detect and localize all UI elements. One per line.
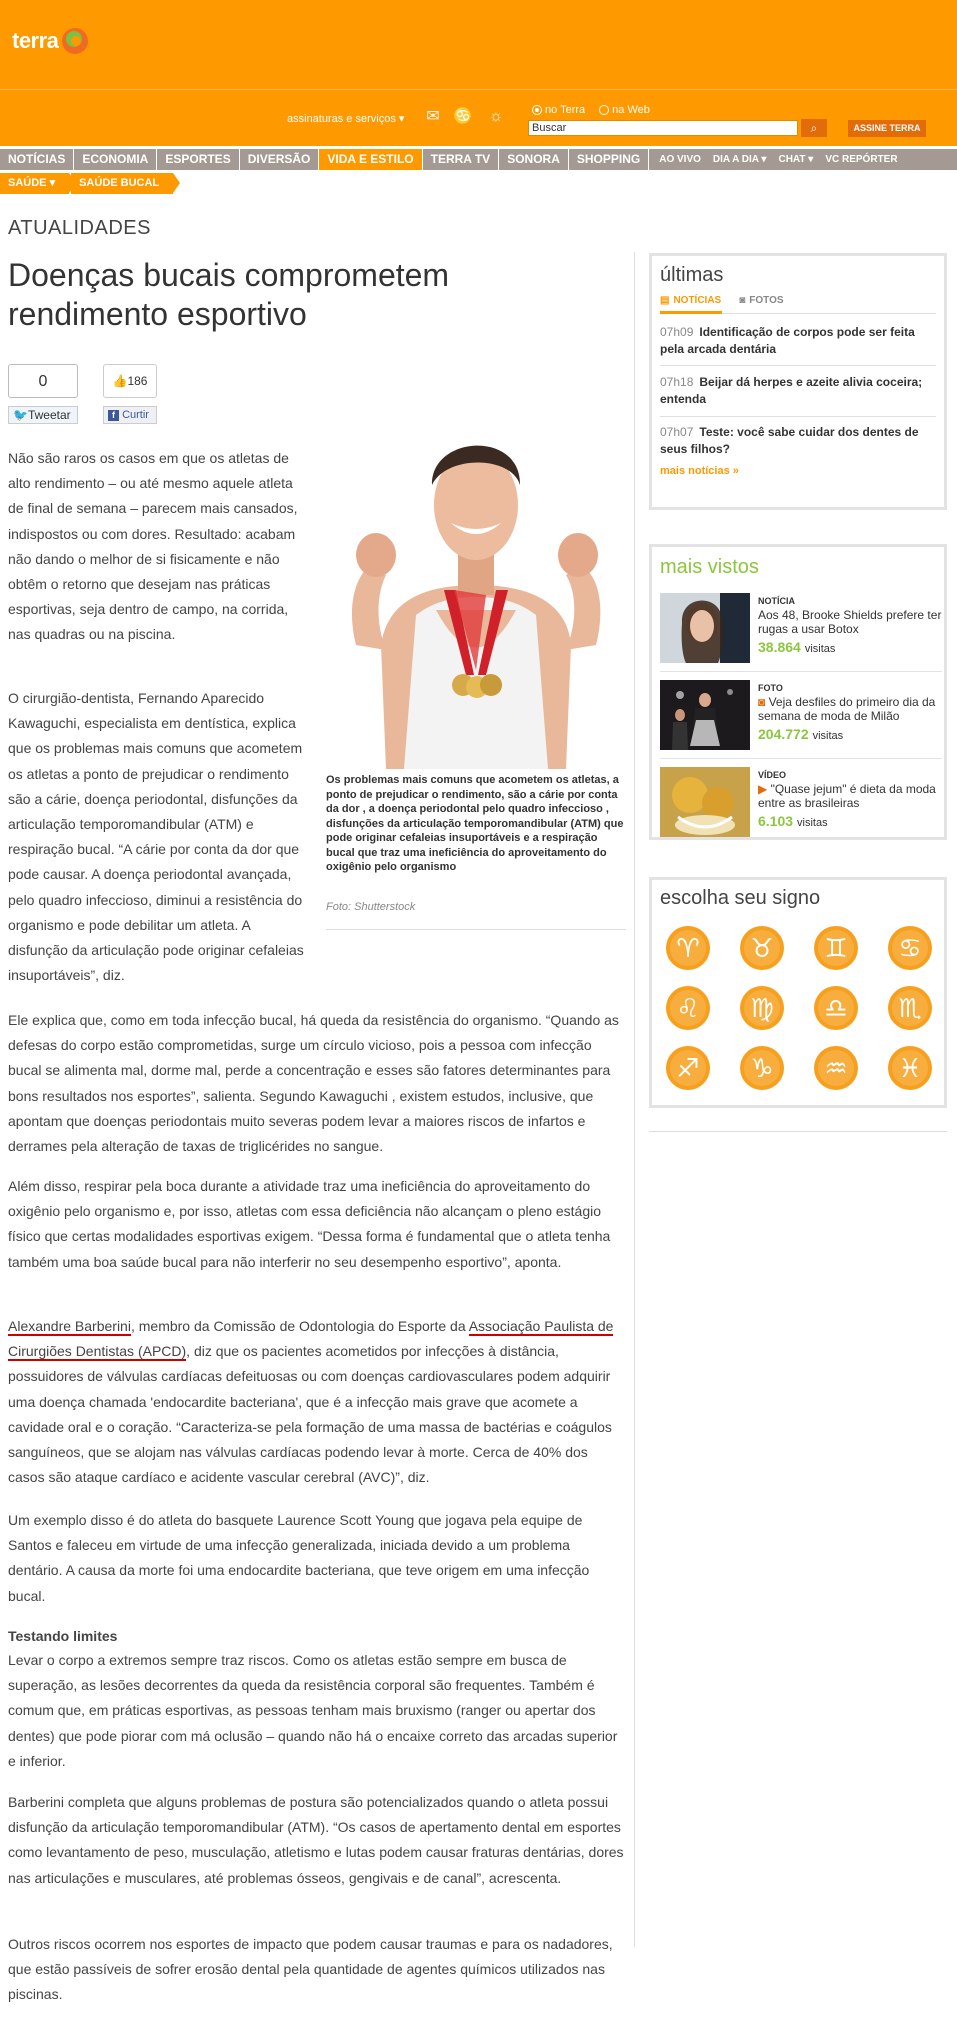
zodiac-box bbox=[649, 877, 947, 1108]
paragraph-text: , diz que os pacientes acometidos por infecções à distância, possuidores de válvulas cardíacas defeituosas ou com doenças cardiovasculares podem adquirir uma doença chamada 'endocardite bacteriana', que é a infecção mais grave que acomete a cavidade oral e o coração. “Caracteriza-se pela formação de uma massa de bactérias e coágulos sanguíneos, que se alojam nas válvulas cardíacas podendo levar à morte. Cerca de 40% dos casos são ataque cardíaco e acidente vascular cerebral (AVC)”, diz. bbox=[8, 1343, 612, 1486]
column-divider bbox=[634, 252, 635, 1947]
svg-text:♈: ♈ bbox=[676, 934, 700, 964]
article-paragraph: Além disso, respirar pela boca durante a atividade traz uma ineficiência do aproveitamento do oxigênio pelo organismo e, por isso, atletas com essa deficiência não alcançam o pleno estágio físico que certas modalidades esportivas exigem. “Dessa forma é fundamental que o atleta tenha também uma boa saúde bucal para não interferir no seu desempenho esportivo”, aponta. bbox=[8, 1178, 611, 1270]
view-count bbox=[758, 813, 828, 829]
more-news-link[interactable]: mais notícias » bbox=[660, 465, 739, 477]
nav-diversao[interactable]: DIVERSÃO bbox=[240, 149, 320, 170]
svg-text:♌: ♌ bbox=[676, 994, 700, 1024]
tab-fotos-label: FOTOS bbox=[749, 295, 784, 306]
weather-icon[interactable]: ☼ bbox=[488, 108, 504, 125]
item-kind: FOTO bbox=[758, 683, 783, 693]
most-viewed-item[interactable] bbox=[660, 593, 942, 679]
leo-icon[interactable] bbox=[662, 982, 714, 1034]
tweet-label: Tweetar bbox=[27, 408, 71, 422]
aries-icon[interactable] bbox=[662, 922, 714, 974]
tweet-button[interactable] bbox=[8, 406, 78, 424]
camera-icon: ◙ bbox=[758, 695, 769, 709]
article-paragraph: Não são raros os casos em que os atletas de alto rendimento – ou até mesmo aquele atleta de final de semana – parecem mais cansados, indispostos ou com dores. Resultado: acabam não dando o melhor de si fisicamente e não obtêm o retorno que desejam nas práticas esportivas, seja dentro de campo, na corrida, nas quadras ou na piscina. bbox=[8, 450, 298, 643]
nav-shopping[interactable]: SHOPPING bbox=[569, 149, 649, 170]
nav-dia-a-dia[interactable]: DIA A DIA ▾ bbox=[712, 154, 767, 165]
author-link[interactable]: Alexandre Barberini bbox=[8, 1318, 131, 1334]
breadcrumb-saude-bucal[interactable]: SAÚDE BUCAL bbox=[71, 173, 173, 194]
latest-title: últimas bbox=[660, 264, 724, 286]
scope-web-label: na Web bbox=[612, 104, 650, 116]
like-label: Curtir bbox=[122, 409, 149, 421]
view-number: 38.864 bbox=[758, 639, 801, 655]
breadcrumb-saude[interactable]: SAÚDE ▾ bbox=[0, 173, 69, 194]
logo-icon bbox=[62, 28, 88, 54]
svg-text:♓: ♓ bbox=[898, 1054, 922, 1084]
camera-icon: ◙ bbox=[739, 295, 746, 306]
search-input[interactable]: Buscar bbox=[528, 120, 798, 136]
twitter-icon: 🐦 bbox=[13, 408, 28, 422]
scorpio-icon[interactable] bbox=[884, 982, 936, 1034]
video-icon: ▶ bbox=[758, 782, 771, 796]
like-count-box bbox=[103, 364, 157, 398]
subscribe-button[interactable]: ASSINE TERRA bbox=[848, 120, 926, 137]
nav-vc-reporter[interactable]: VC REPÓRTER bbox=[825, 154, 898, 165]
item-headline bbox=[758, 782, 942, 810]
breadcrumb-saude-label: SAÚDE bbox=[8, 177, 47, 189]
like-count: 186 bbox=[127, 374, 148, 388]
like-button[interactable] bbox=[103, 406, 157, 424]
latest-news-item[interactable] bbox=[660, 424, 936, 458]
latest-news-item[interactable] bbox=[660, 374, 936, 408]
article-paragraph: Levar o corpo a extremos sempre traz riscos. Como os atletas estão sempre em busca de superação, as lesões decorrentes da queda da resistência corporal são frequentes. Também é comum que, em práticas esportivas, as pessoas tenham mais bruxismo (ranger ou apertar dos dentes) que pode piorar com má oclusão – quando não há o encaixe correto das arcadas superior e inferior. bbox=[8, 1652, 618, 1769]
logo-wordmark: terra bbox=[12, 28, 59, 53]
article-paragraph: O cirurgião-dentista, Fernando Aparecido Kawaguchi, especialista em dentística, explica que os problemas mais comuns que acometem os atletas a ponto de prejudicar o rendimento são a cárie, doença periodontal, disfunções da articulação temporomandibular (ATM) e respiração bucal. “A cárie por conta da dor que pode causar. A doença periodontal avançada, pelo quadro infeccioso, diminui a resistência do organismo e pode debilitar um atleta. A disfunção da articulação pode originar cefaleias insuportáveis”, diz. bbox=[8, 690, 304, 984]
most-viewed-title: mais vistos bbox=[660, 556, 759, 578]
athlete-photo bbox=[326, 385, 626, 769]
svg-text:♍: ♍ bbox=[750, 994, 774, 1024]
photo-divider bbox=[326, 929, 626, 930]
item-kind: VÍDEO bbox=[758, 770, 787, 780]
tweet-count: 0 bbox=[8, 364, 78, 398]
article-photo bbox=[326, 385, 626, 769]
pisces-icon[interactable] bbox=[884, 1042, 936, 1094]
news-time: 07h18 bbox=[660, 375, 694, 389]
item-headline bbox=[758, 695, 942, 723]
news-time: 07h07 bbox=[660, 425, 694, 439]
svg-text:♋: ♋ bbox=[898, 934, 922, 964]
svg-text:♊: ♊ bbox=[824, 934, 848, 964]
virgo-icon[interactable] bbox=[736, 982, 788, 1034]
services-menu[interactable]: assinaturas e serviços ▾ bbox=[287, 113, 405, 125]
news-time: 07h09 bbox=[660, 325, 694, 339]
nav-sonora[interactable]: SONORA bbox=[499, 149, 569, 170]
article-paragraph: Barberini completa que alguns problemas de postura são potencializados quando o atleta possui disfunção da articulação temporomandibular (ATM). “Os casos de apertamento dental em esportes como levantamento de peso, musculação, atletismo e lutas podem causar fraturas dentárias, dores nas articulações e musculares, até problemas ósseos, gengivais e de canal”, acrescenta. bbox=[8, 1794, 624, 1886]
most-viewed-item[interactable] bbox=[660, 767, 942, 853]
article-headline: Doenças bucais comprometem rendimento esportivo bbox=[8, 257, 450, 332]
nav-economia[interactable]: ECONOMIA bbox=[74, 149, 157, 170]
svg-text:♎: ♎ bbox=[824, 994, 848, 1024]
search-button[interactable]: ⌕ bbox=[801, 119, 827, 137]
sagittarius-icon[interactable] bbox=[662, 1042, 714, 1094]
article-paragraph: Um exemplo disso é do atleta do basquete Laurence Scott Young que jogava pela equipe de Santos e faleceu em virtude de uma infecção generalizada, iniciada devido a um problema dentário. A causa da morte foi uma endocardite bacteriana, que teve origem em uma infecção bucal. bbox=[8, 1512, 590, 1604]
article-paragraph: Ele explica que, como em toda infecção bucal, há queda da resistência do organismo. “Quando as defesas do corpo estão comprometidas, surge um círculo vicioso, pois a pessoa com infecção bucal se alimenta mal, dorme mal, perde a concentração e esses são fatores determinantes para bons resultados nos esportes”, salienta. Segundo Kawaguchi , existem estudos, inclusive, que apontam que doenças periodontais muito severas podem levar a maiores riscos de infartos e derrames pela alteração de taxas de triglicérides no sangue. bbox=[8, 1012, 619, 1155]
facebook-icon: f bbox=[108, 410, 119, 421]
article-paragraph: Outros riscos ocorrem nos esportes de impacto que podem causar traumas e para os nadadores, que estão passíveis de sofrer erosão dental pela quantidade de agentes químicos utilizados nas piscinas. bbox=[8, 1936, 613, 2003]
tab-fotos[interactable] bbox=[739, 295, 783, 306]
horoscope-icon[interactable]: ♋ bbox=[453, 108, 473, 125]
apcd-link[interactable]: Associação Paulista de Cirurgiões Dentistas (APCD) bbox=[8, 1318, 614, 1360]
most-viewed-item[interactable] bbox=[660, 680, 942, 766]
nav-dia-a-dia-label: DIA A DIA bbox=[712, 154, 759, 165]
thumbs-up-icon: 👍 bbox=[112, 374, 128, 388]
site-header bbox=[0, 0, 957, 146]
sidebar-divider bbox=[649, 1131, 947, 1132]
mail-icon[interactable]: ✉ bbox=[426, 108, 440, 125]
nav-terra-tv[interactable]: TERRA TV bbox=[423, 149, 500, 170]
main-nav bbox=[0, 149, 957, 170]
view-number: 6.103 bbox=[758, 813, 794, 829]
news-text: Beijar dá herpes e azeite alivia coceira; entenda bbox=[660, 375, 923, 406]
svg-text:♒: ♒ bbox=[824, 1054, 848, 1084]
aquarius-icon[interactable] bbox=[810, 1042, 862, 1094]
photo-caption: Os problemas mais comuns que acometem os atletas, a ponto de prejudicar o rendimento, são a cárie por conta da dor , a doença periodontal pelo quadro infeccioso , disfunções da articulação temporomandibular (ATM) que pode originar cefaleias insuportáveis e a respiração bucal que traz uma ineficiência do aproveitamento do oxigênio pelo organismo bbox=[326, 774, 624, 873]
thumbnail bbox=[660, 593, 750, 663]
latest-news-box bbox=[649, 253, 947, 510]
scope-terra-label: no Terra bbox=[545, 104, 586, 116]
tab-noticias-label: NOTÍCIAS bbox=[673, 295, 722, 306]
view-number: 204.772 bbox=[758, 726, 809, 742]
svg-text:♉: ♉ bbox=[750, 934, 774, 964]
thumbnail bbox=[660, 767, 750, 837]
view-unit: visitas bbox=[812, 730, 844, 742]
view-unit: visitas bbox=[797, 817, 828, 829]
item-kind: NOTÍCIA bbox=[758, 596, 795, 606]
section-label: ATUALIDADES bbox=[8, 217, 151, 239]
services-label: assinaturas e serviços bbox=[287, 113, 396, 125]
nav-chat[interactable]: CHAT ▾ bbox=[778, 154, 814, 165]
view-count bbox=[758, 639, 835, 655]
tab-noticias[interactable] bbox=[660, 295, 721, 306]
item-headline: Aos 48, Brooke Shields prefere ter rugas a usar Botox bbox=[758, 608, 942, 636]
terra-logo[interactable] bbox=[12, 28, 88, 54]
zodiac-title: escolha seu signo bbox=[660, 887, 821, 909]
most-viewed-box bbox=[649, 544, 947, 840]
item-headline-text: "Quase jejum" é dieta da moda entre as brasileiras bbox=[758, 782, 936, 810]
taurus-icon[interactable] bbox=[736, 922, 788, 974]
latest-tabs bbox=[660, 295, 784, 306]
nav-noticias[interactable]: NOTÍCIAS bbox=[0, 149, 74, 170]
item-headline-text: Veja desfiles do primeiro dia da semana de moda de Milão bbox=[758, 695, 936, 723]
gemini-icon[interactable] bbox=[810, 922, 862, 974]
view-unit: visitas bbox=[804, 643, 836, 655]
latest-news-item[interactable] bbox=[660, 324, 936, 358]
article-subheading: Testando limites bbox=[8, 1628, 118, 1644]
nav-vida-e-estilo[interactable]: VIDA E ESTILO bbox=[319, 149, 422, 170]
news-text: Teste: você sabe cuidar dos dentes de seus filhos? bbox=[660, 425, 919, 456]
photo-credit: Foto: Shutterstock bbox=[326, 901, 416, 913]
nav-chat-label: CHAT bbox=[778, 154, 806, 165]
nav-esportes[interactable]: ESPORTES bbox=[157, 149, 239, 170]
view-count bbox=[758, 726, 843, 742]
capricorn-icon[interactable] bbox=[736, 1042, 788, 1094]
header-divider bbox=[0, 89, 957, 90]
thumbnail bbox=[660, 680, 750, 750]
svg-text:♏: ♏ bbox=[898, 994, 922, 1024]
document-icon: ▤ bbox=[660, 295, 670, 306]
paragraph-text: , membro da Comissão de Odontologia do Esporte da bbox=[130, 1318, 469, 1334]
svg-text:♑: ♑ bbox=[750, 1054, 774, 1084]
article-paragraph bbox=[8, 1314, 628, 1490]
search-scope bbox=[532, 104, 650, 116]
breadcrumb bbox=[0, 173, 175, 194]
news-text: Identificação de corpos pode ser feita pela arcada dentária bbox=[660, 325, 915, 356]
scope-web-radio[interactable] bbox=[599, 104, 650, 116]
cancer-icon[interactable] bbox=[884, 922, 936, 974]
libra-icon[interactable] bbox=[810, 982, 862, 1034]
svg-text:♐: ♐ bbox=[676, 1054, 700, 1084]
nav-ao-vivo[interactable]: AO VIVO bbox=[659, 154, 701, 165]
scope-terra-radio[interactable] bbox=[532, 104, 585, 116]
